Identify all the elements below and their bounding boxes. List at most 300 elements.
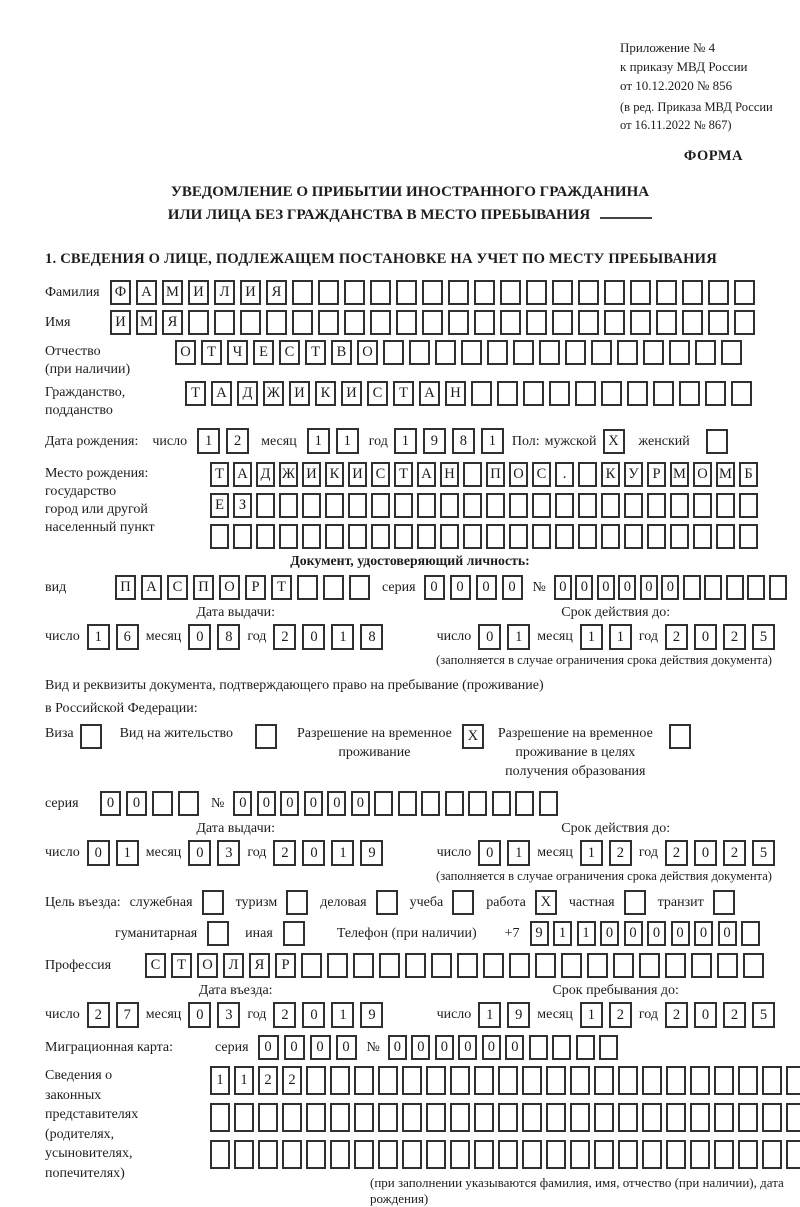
char-cell[interactable]: 0 (336, 1035, 357, 1060)
char-cell[interactable] (258, 1140, 278, 1169)
char-cell[interactable] (297, 575, 318, 600)
char-cell[interactable]: Е (253, 340, 274, 365)
char-cell[interactable] (402, 1066, 422, 1095)
char-cell[interactable] (578, 280, 599, 305)
char-cell[interactable]: 0 (694, 921, 713, 946)
char-cell[interactable]: 8 (360, 624, 383, 650)
char-cell[interactable]: 1 (336, 428, 359, 454)
char-cell[interactable] (591, 340, 612, 365)
char-cell[interactable]: 0 (302, 1002, 325, 1028)
char-cell[interactable]: 1 (210, 1066, 230, 1095)
char-cell[interactable] (210, 524, 229, 549)
char-cell[interactable] (576, 1035, 595, 1060)
char-cell[interactable] (344, 280, 365, 305)
char-cell[interactable] (330, 1103, 350, 1132)
char-cell[interactable] (738, 1066, 758, 1095)
char-cell[interactable]: Т (394, 462, 413, 487)
char-cell[interactable]: Я (162, 310, 183, 335)
char-cell[interactable]: К (325, 462, 344, 487)
char-cell[interactable] (690, 1066, 710, 1095)
char-cell[interactable]: 9 (423, 428, 446, 454)
char-cell[interactable] (714, 1140, 734, 1169)
char-cell[interactable] (731, 381, 752, 406)
char-cell[interactable] (738, 1103, 758, 1132)
char-cell[interactable] (188, 310, 209, 335)
char-cell[interactable]: 0 (624, 921, 643, 946)
char-cell[interactable]: М (162, 280, 183, 305)
char-cell[interactable] (371, 524, 390, 549)
char-cell[interactable]: 0 (575, 575, 593, 600)
char-cell[interactable] (532, 493, 551, 518)
checkbox-purpose-transit[interactable] (713, 890, 735, 915)
checkbox-visa[interactable] (80, 724, 102, 749)
char-cell[interactable]: Л (214, 280, 235, 305)
checkbox-purpose-study[interactable] (452, 890, 474, 915)
char-cell[interactable] (594, 1140, 614, 1169)
char-cell[interactable]: 1 (394, 428, 417, 454)
char-cell[interactable]: А (211, 381, 232, 406)
char-cell[interactable] (509, 524, 528, 549)
char-cell[interactable]: 0 (554, 575, 572, 600)
char-cell[interactable] (402, 1103, 422, 1132)
char-cell[interactable] (394, 524, 413, 549)
char-cell[interactable]: С (371, 462, 390, 487)
char-cell[interactable]: 1 (307, 428, 330, 454)
char-cell[interactable] (450, 1140, 470, 1169)
char-cell[interactable] (618, 1103, 638, 1132)
char-cell[interactable] (461, 340, 482, 365)
char-cell[interactable]: 9 (507, 1002, 530, 1028)
char-cell[interactable] (492, 791, 511, 816)
char-cell[interactable]: И (110, 310, 131, 335)
char-cell[interactable]: 0 (411, 1035, 430, 1060)
char-cell[interactable] (292, 280, 313, 305)
char-cell[interactable] (670, 493, 689, 518)
char-cell[interactable] (734, 310, 755, 335)
char-cell[interactable]: 0 (661, 575, 679, 600)
char-cell[interactable]: 0 (450, 575, 471, 600)
char-cell[interactable] (497, 381, 518, 406)
char-cell[interactable]: 0 (233, 791, 252, 816)
char-cell[interactable]: Е (210, 493, 229, 518)
char-cell[interactable] (704, 575, 722, 600)
char-cell[interactable]: 0 (258, 1035, 279, 1060)
char-cell[interactable]: 1 (234, 1066, 254, 1095)
char-cell[interactable] (721, 340, 742, 365)
char-cell[interactable]: Б (739, 462, 758, 487)
char-cell[interactable]: 1 (481, 428, 504, 454)
char-cell[interactable] (535, 953, 556, 978)
char-cell[interactable]: 0 (476, 575, 497, 600)
char-cell[interactable] (708, 310, 729, 335)
char-cell[interactable] (656, 280, 677, 305)
char-cell[interactable] (445, 791, 464, 816)
char-cell[interactable]: 0 (304, 791, 323, 816)
char-cell[interactable]: 1 (507, 624, 530, 650)
char-cell[interactable] (279, 524, 298, 549)
char-cell[interactable]: 0 (388, 1035, 407, 1060)
char-cell[interactable] (690, 1140, 710, 1169)
char-cell[interactable]: О (357, 340, 378, 365)
char-cell[interactable]: П (486, 462, 505, 487)
char-cell[interactable] (450, 1103, 470, 1132)
char-cell[interactable] (601, 524, 620, 549)
char-cell[interactable]: 0 (87, 840, 110, 866)
char-cell[interactable] (483, 953, 504, 978)
char-cell[interactable] (318, 280, 339, 305)
char-cell[interactable]: 2 (723, 840, 746, 866)
char-cell[interactable]: 1 (507, 840, 530, 866)
char-cell[interactable] (665, 953, 686, 978)
char-cell[interactable]: О (693, 462, 712, 487)
char-cell[interactable] (695, 340, 716, 365)
char-cell[interactable] (570, 1140, 590, 1169)
char-cell[interactable] (529, 1035, 548, 1060)
char-cell[interactable] (762, 1103, 782, 1132)
char-cell[interactable] (762, 1140, 782, 1169)
checkbox-female[interactable] (706, 429, 728, 454)
char-cell[interactable] (666, 1066, 686, 1095)
char-cell[interactable] (523, 381, 544, 406)
char-cell[interactable] (546, 1140, 566, 1169)
char-cell[interactable]: 0 (188, 1002, 211, 1028)
char-cell[interactable] (448, 280, 469, 305)
char-cell[interactable]: Т (185, 381, 206, 406)
char-cell[interactable]: Ж (263, 381, 284, 406)
char-cell[interactable]: 1 (609, 624, 632, 650)
char-cell[interactable]: З (233, 493, 252, 518)
char-cell[interactable]: 8 (452, 428, 475, 454)
char-cell[interactable] (653, 381, 674, 406)
char-cell[interactable]: 2 (665, 1002, 688, 1028)
char-cell[interactable]: Д (256, 462, 275, 487)
char-cell[interactable]: И (240, 280, 261, 305)
char-cell[interactable] (679, 381, 700, 406)
char-cell[interactable]: 0 (310, 1035, 331, 1060)
char-cell[interactable]: 0 (188, 624, 211, 650)
char-cell[interactable]: И (341, 381, 362, 406)
char-cell[interactable] (417, 493, 436, 518)
char-cell[interactable] (348, 524, 367, 549)
char-cell[interactable]: 0 (718, 921, 737, 946)
char-cell[interactable] (624, 524, 643, 549)
char-cell[interactable] (726, 575, 744, 600)
char-cell[interactable] (440, 493, 459, 518)
char-cell[interactable] (306, 1066, 326, 1095)
checkbox-purpose-work[interactable]: X (535, 890, 557, 915)
char-cell[interactable] (498, 1140, 518, 1169)
char-cell[interactable] (354, 1066, 374, 1095)
checkbox-purpose-private[interactable] (624, 890, 646, 915)
char-cell[interactable] (708, 280, 729, 305)
char-cell[interactable]: 9 (530, 921, 549, 946)
char-cell[interactable] (601, 381, 622, 406)
char-cell[interactable] (370, 310, 391, 335)
char-cell[interactable]: 1 (478, 1002, 501, 1028)
char-cell[interactable]: 2 (609, 840, 632, 866)
char-cell[interactable] (555, 524, 574, 549)
char-cell[interactable] (498, 1066, 518, 1095)
char-cell[interactable] (234, 1140, 254, 1169)
char-cell[interactable]: 9 (360, 1002, 383, 1028)
char-cell[interactable]: Т (201, 340, 222, 365)
char-cell[interactable]: 0 (694, 1002, 717, 1028)
char-cell[interactable] (630, 310, 651, 335)
char-cell[interactable]: 0 (478, 624, 501, 650)
char-cell[interactable]: С (279, 340, 300, 365)
char-cell[interactable]: И (188, 280, 209, 305)
char-cell[interactable] (378, 1140, 398, 1169)
char-cell[interactable] (448, 310, 469, 335)
char-cell[interactable] (240, 310, 261, 335)
char-cell[interactable] (463, 462, 482, 487)
char-cell[interactable] (578, 462, 597, 487)
char-cell[interactable] (587, 953, 608, 978)
char-cell[interactable]: 0 (424, 575, 445, 600)
char-cell[interactable]: Ж (279, 462, 298, 487)
char-cell[interactable]: С (367, 381, 388, 406)
char-cell[interactable] (509, 493, 528, 518)
char-cell[interactable] (739, 493, 758, 518)
checkbox-edu-residence-permit[interactable] (669, 724, 691, 749)
char-cell[interactable] (743, 953, 764, 978)
char-cell[interactable] (468, 791, 487, 816)
char-cell[interactable] (693, 493, 712, 518)
char-cell[interactable] (618, 1140, 638, 1169)
char-cell[interactable]: О (219, 575, 240, 600)
char-cell[interactable] (349, 575, 370, 600)
char-cell[interactable] (330, 1066, 350, 1095)
char-cell[interactable]: 0 (257, 791, 276, 816)
char-cell[interactable]: Ч (227, 340, 248, 365)
char-cell[interactable] (256, 493, 275, 518)
char-cell[interactable] (256, 524, 275, 549)
char-cell[interactable]: Н (440, 462, 459, 487)
char-cell[interactable] (565, 340, 586, 365)
char-cell[interactable] (330, 1140, 350, 1169)
char-cell[interactable] (486, 524, 505, 549)
char-cell[interactable] (292, 310, 313, 335)
char-cell[interactable]: Л (223, 953, 244, 978)
char-cell[interactable] (417, 524, 436, 549)
char-cell[interactable] (739, 524, 758, 549)
char-cell[interactable] (370, 280, 391, 305)
char-cell[interactable]: 0 (188, 840, 211, 866)
char-cell[interactable] (643, 340, 664, 365)
char-cell[interactable] (233, 524, 252, 549)
char-cell[interactable] (578, 310, 599, 335)
char-cell[interactable] (642, 1066, 662, 1095)
char-cell[interactable]: А (419, 381, 440, 406)
char-cell[interactable] (786, 1066, 800, 1095)
char-cell[interactable]: . (555, 462, 574, 487)
char-cell[interactable] (526, 310, 547, 335)
char-cell[interactable]: О (175, 340, 196, 365)
checkbox-purpose-humanitarian[interactable] (207, 921, 229, 946)
char-cell[interactable] (604, 310, 625, 335)
char-cell[interactable]: И (289, 381, 310, 406)
char-cell[interactable] (601, 493, 620, 518)
char-cell[interactable] (546, 1066, 566, 1095)
char-cell[interactable] (282, 1140, 302, 1169)
char-cell[interactable] (630, 280, 651, 305)
char-cell[interactable]: А (233, 462, 252, 487)
char-cell[interactable]: Т (271, 575, 292, 600)
char-cell[interactable] (714, 1066, 734, 1095)
char-cell[interactable]: 2 (609, 1002, 632, 1028)
char-cell[interactable]: Т (210, 462, 229, 487)
char-cell[interactable] (405, 953, 426, 978)
char-cell[interactable] (734, 280, 755, 305)
char-cell[interactable] (422, 310, 443, 335)
char-cell[interactable] (714, 1103, 734, 1132)
char-cell[interactable]: К (315, 381, 336, 406)
char-cell[interactable] (656, 310, 677, 335)
char-cell[interactable] (178, 791, 199, 816)
char-cell[interactable] (374, 791, 393, 816)
char-cell[interactable] (354, 1103, 374, 1132)
char-cell[interactable]: 1 (580, 840, 603, 866)
char-cell[interactable] (474, 1103, 494, 1132)
char-cell[interactable] (717, 953, 738, 978)
char-cell[interactable] (348, 493, 367, 518)
char-cell[interactable] (549, 381, 570, 406)
char-cell[interactable] (552, 310, 573, 335)
char-cell[interactable] (302, 524, 321, 549)
char-cell[interactable] (266, 310, 287, 335)
char-cell[interactable] (716, 524, 735, 549)
char-cell[interactable] (354, 1140, 374, 1169)
char-cell[interactable]: 0 (482, 1035, 501, 1060)
char-cell[interactable]: 1 (87, 624, 110, 650)
char-cell[interactable] (617, 340, 638, 365)
char-cell[interactable] (394, 493, 413, 518)
char-cell[interactable] (647, 493, 666, 518)
char-cell[interactable]: 0 (618, 575, 636, 600)
char-cell[interactable]: С (167, 575, 188, 600)
char-cell[interactable] (786, 1140, 800, 1169)
char-cell[interactable]: П (115, 575, 136, 600)
char-cell[interactable]: 1 (331, 840, 354, 866)
char-cell[interactable] (526, 280, 547, 305)
char-cell[interactable]: М (670, 462, 689, 487)
char-cell[interactable]: 2 (665, 624, 688, 650)
char-cell[interactable] (561, 953, 582, 978)
char-cell[interactable]: 0 (302, 624, 325, 650)
char-cell[interactable] (318, 310, 339, 335)
char-cell[interactable] (666, 1140, 686, 1169)
char-cell[interactable]: 0 (280, 791, 299, 816)
char-cell[interactable] (306, 1140, 326, 1169)
char-cell[interactable] (594, 1103, 614, 1132)
char-cell[interactable] (474, 280, 495, 305)
char-cell[interactable]: 0 (694, 624, 717, 650)
char-cell[interactable] (353, 953, 374, 978)
char-cell[interactable]: С (532, 462, 551, 487)
title-blank-underline[interactable] (600, 205, 652, 219)
checkbox-temp-residence-permit[interactable]: X (462, 724, 484, 749)
char-cell[interactable] (440, 524, 459, 549)
char-cell[interactable] (426, 1140, 446, 1169)
char-cell[interactable]: 0 (351, 791, 370, 816)
char-cell[interactable] (302, 493, 321, 518)
char-cell[interactable] (463, 493, 482, 518)
char-cell[interactable] (474, 310, 495, 335)
char-cell[interactable] (683, 575, 701, 600)
char-cell[interactable]: С (145, 953, 166, 978)
char-cell[interactable]: 0 (502, 575, 523, 600)
char-cell[interactable]: 9 (360, 840, 383, 866)
char-cell[interactable]: 1 (116, 840, 139, 866)
char-cell[interactable] (690, 1103, 710, 1132)
char-cell[interactable]: К (601, 462, 620, 487)
char-cell[interactable]: 5 (752, 840, 775, 866)
char-cell[interactable]: 0 (597, 575, 615, 600)
char-cell[interactable] (578, 524, 597, 549)
char-cell[interactable]: Я (266, 280, 287, 305)
char-cell[interactable] (624, 493, 643, 518)
char-cell[interactable] (639, 953, 660, 978)
char-cell[interactable] (323, 575, 344, 600)
checkbox-purpose-tourism[interactable] (286, 890, 308, 915)
char-cell[interactable] (378, 1103, 398, 1132)
char-cell[interactable]: П (193, 575, 214, 600)
char-cell[interactable]: 0 (505, 1035, 524, 1060)
char-cell[interactable] (747, 575, 765, 600)
char-cell[interactable] (522, 1103, 542, 1132)
char-cell[interactable] (486, 493, 505, 518)
char-cell[interactable] (647, 524, 666, 549)
char-cell[interactable]: Т (393, 381, 414, 406)
char-cell[interactable] (409, 340, 430, 365)
char-cell[interactable] (599, 1035, 618, 1060)
char-cell[interactable] (642, 1103, 662, 1132)
char-cell[interactable] (642, 1140, 662, 1169)
char-cell[interactable] (498, 1103, 518, 1132)
char-cell[interactable]: В (331, 340, 352, 365)
char-cell[interactable] (762, 1066, 782, 1095)
char-cell[interactable]: 1 (580, 1002, 603, 1028)
char-cell[interactable]: 2 (226, 428, 249, 454)
char-cell[interactable]: 2 (665, 840, 688, 866)
char-cell[interactable] (383, 340, 404, 365)
char-cell[interactable] (738, 1140, 758, 1169)
char-cell[interactable] (670, 524, 689, 549)
char-cell[interactable] (515, 791, 534, 816)
char-cell[interactable] (474, 1140, 494, 1169)
char-cell[interactable] (627, 381, 648, 406)
char-cell[interactable]: А (136, 280, 157, 305)
char-cell[interactable] (210, 1103, 230, 1132)
char-cell[interactable]: 0 (100, 791, 121, 816)
char-cell[interactable]: Р (275, 953, 296, 978)
checkbox-purpose-business[interactable] (376, 890, 398, 915)
char-cell[interactable] (398, 791, 417, 816)
char-cell[interactable]: О (197, 953, 218, 978)
char-cell[interactable]: 0 (284, 1035, 305, 1060)
char-cell[interactable]: 0 (327, 791, 346, 816)
char-cell[interactable] (457, 953, 478, 978)
char-cell[interactable]: У (624, 462, 643, 487)
char-cell[interactable] (426, 1066, 446, 1095)
char-cell[interactable]: Т (171, 953, 192, 978)
char-cell[interactable]: 2 (258, 1066, 278, 1095)
char-cell[interactable] (431, 953, 452, 978)
char-cell[interactable]: 2 (282, 1066, 302, 1095)
char-cell[interactable] (210, 1140, 230, 1169)
char-cell[interactable]: И (348, 462, 367, 487)
char-cell[interactable] (716, 493, 735, 518)
